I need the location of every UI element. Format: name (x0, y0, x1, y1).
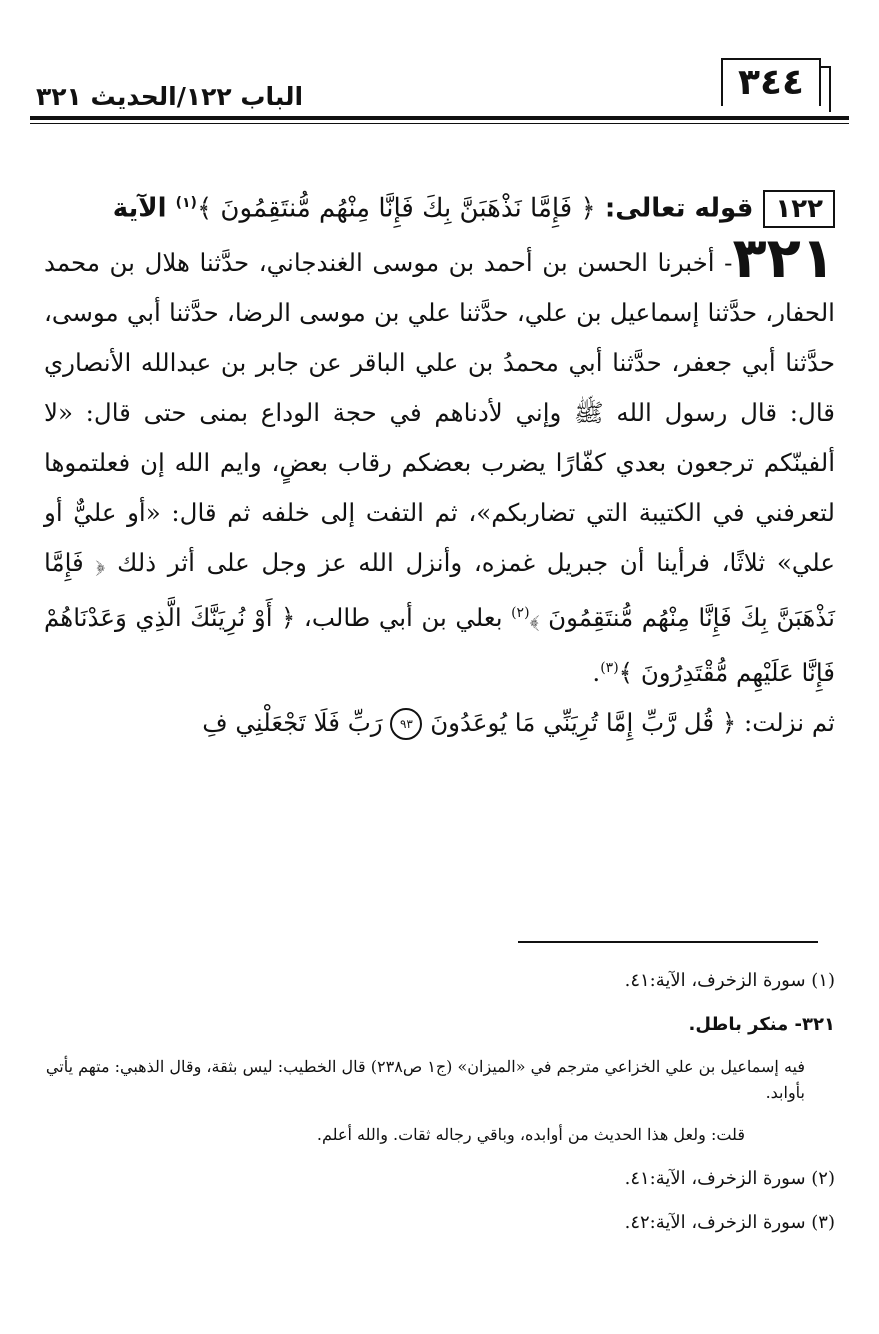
hadith-verse-2: ﴿ أَوْ نُرِيَنَّكَ الَّذِي وَعَدْنَاهُمْ فَإِنَّا عَلَيْهِم مُّقْتَدِرُونَ ﴾ (44, 602, 835, 687)
heading-footnote-ref: (١) (175, 195, 197, 211)
hadith-grade-detail-1: فيه إسماعيل بن علي الخزاعي مترجم في «الميزان» (ج١ ص٢٣٨) قال الخطيب: ليس بثقة، وقال الذهبي: متهم يأتي بأوابد. (45, 1057, 805, 1102)
hadith-text (44, 225, 835, 698)
page-header (30, 56, 849, 126)
tail-verse-2: رَبِّ فَلَا تَجْعَلْنِي فِ (202, 707, 391, 737)
header-rule (30, 116, 849, 120)
heading-suffix: الآية (112, 193, 167, 224)
hadith-text-1: - أخبرنا الحسن بن أحمد بن موسى الغندجاني، حدَّثنا هلال بن محمد الحفار، حدَّثنا إسماعيل بن علي، حدَّثنا علي بن موسى الرضا، حدَّثنا أبي موسى، حدَّثنا أبي جعفر، حدَّثنا أبي محمدُ بن علي الباقر عن جابر بن عبدالله الأنصاري قال: قال رسول الله ﷺ وإني لأدناهم في حجة الوداع بمنى حتى قال: «لا ألفينّكم ترجعون بعدي كفّارًا يضرب بعضكم رقاب بعضٍ، وايم الله إن فعلتموها لتعرفني في الكتيبة التي تضاربكم»، ثم التفت إلى خلفه ثم قال: «أو عليٌّ أو علي» ثلاثًا، فرأينا أن جبريل غمزه، وأنزل الله عز وجل على أثر ذلك (44, 247, 835, 577)
footnotes (44, 966, 835, 1238)
tail-verse: ﴿ قُل رَّبِّ إِمَّا تُرِيَنِّي مَا يُوعَدُونَ (422, 707, 737, 737)
footnote-ref-3: (٣) (600, 659, 619, 676)
running-title: الباب ١٢٢/الحديث ٣٢١ (36, 82, 304, 111)
page-number: ٣٤٤ (738, 62, 804, 103)
ayah-number-marker: ٩٣ (390, 708, 422, 740)
footnote-3: (٣) سورة الزخرف، الآية:٤٢. (624, 1212, 835, 1233)
header-rule-thin (30, 123, 849, 124)
trailing-line (44, 698, 835, 748)
hadith-verse-1: ﴿ فَإِمَّا نَذْهَبَنَّ بِكَ فَإِنَّا مِنْهُم مُّنتَقِمُونَ ﴾ (44, 547, 835, 632)
tail-text: ثم نزلت: (736, 707, 835, 737)
footnote-ref-2: (٢) (511, 604, 530, 621)
page-number-box (721, 58, 821, 106)
footnote-separator (518, 941, 818, 943)
footnote-2: (٢) سورة الزخرف، الآية:٤١. (624, 1168, 835, 1189)
footnote-1: (١) سورة الزخرف، الآية:٤١. (624, 970, 835, 991)
heading-label: قوله تعالى: (604, 193, 754, 224)
hadith-grade-detail-2: قلت: ولعل هذا الحديث من أوابده، وباقي رجاله ثقات. والله أعلم. (316, 1125, 745, 1144)
main-text (44, 178, 835, 748)
chapter-number: ١٢٢ (763, 190, 835, 228)
hadith-text-2: بعلي بن أبي طالب، (295, 602, 512, 632)
heading-verse: ﴿ فَإِمَّا نَذْهَبَنَّ بِكَ فَإِنَّا مِنْهُم مُّنتَقِمُونَ ﴾ (196, 193, 596, 224)
hadith-grade: ٣٢١- منكر باطل. (688, 1014, 835, 1035)
hadith-number: ٣٢١ (732, 225, 835, 291)
hadith-text-3: . (592, 657, 601, 687)
chapter-heading (44, 178, 835, 234)
